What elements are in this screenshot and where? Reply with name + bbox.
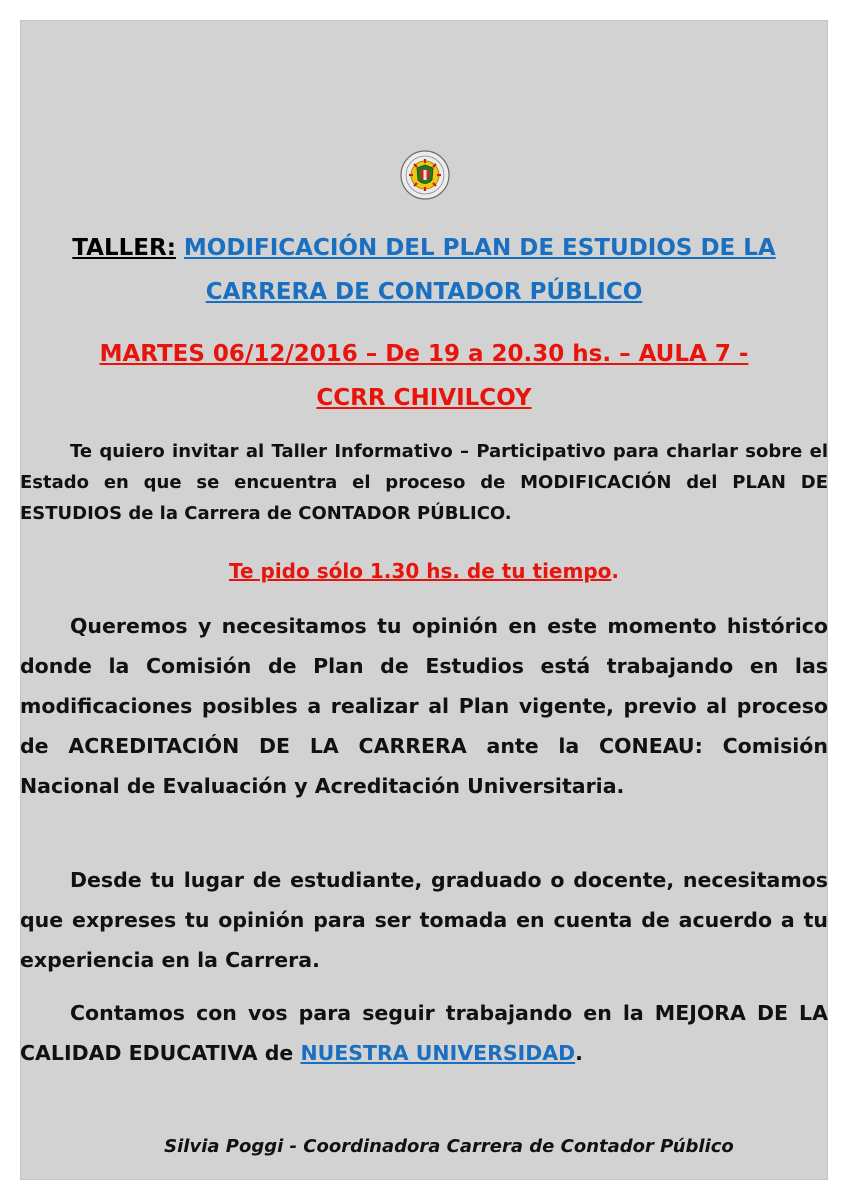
university-link[interactable]: NUESTRA UNIVERSIDAD (300, 1041, 576, 1065)
time-request-text: Te pido sólo 1.30 hs. de tu tiempo (228, 559, 612, 583)
opinion-paragraph: Queremos y necesitamos tu opinión en este momento histórico donde la Comisión de Plan de Estudios está trabajando en las modificaciones posibles a realizar al Plan vigente, previo al proceso de ACREDITACIÓN DE LA CARRERA ante la CONEAU: Comisión Nacional de Evaluación y Acreditación Universitaria. (20, 614, 828, 798)
event-location: CCRR CHIVILCOY (316, 385, 532, 411)
perspective-paragraph: Desde tu lugar de estudiante, graduado o docente, necesitamos que expreses tu opinión para ser tomada en cuenta de acuerdo a tu experiencia en la Carrera. (20, 868, 828, 972)
event-date-time-room: MARTES 06/12/2016 – De 19 a 20.30 hs. – AULA 7 - (99, 341, 749, 367)
signature: Silvia Poggi - Coordinadora Carrera de Contador Público (164, 1136, 734, 1157)
title-line-1: MODIFICACIÓN DEL PLAN DE ESTUDIOS DE LA (183, 235, 776, 261)
event-details (0, 332, 848, 420)
workshop-title (0, 226, 848, 314)
intro-paragraph: Te quiero invitar al Taller Informativo – Participativo para charlar sobre el Estado en que se encuentra el proceso de MODIFICACIÓN del PLAN DE ESTUDIOS de la Carrera de CONTADOR PÚBLICO. (20, 441, 828, 524)
title-label: TALLER: (72, 235, 176, 261)
title-line-2: CARRERA DE CONTADOR PÚBLICO (205, 279, 643, 305)
time-request: Te pido sólo 1.30 hs. de tu tiempo. (228, 559, 619, 583)
closing-paragraph: Contamos con vos para seguir trabajando en la MEJORA DE LA CALIDAD EDUCATIVA de NUESTRA UNIVERSIDAD. (20, 1001, 828, 1065)
university-seal-logo (399, 137, 451, 213)
